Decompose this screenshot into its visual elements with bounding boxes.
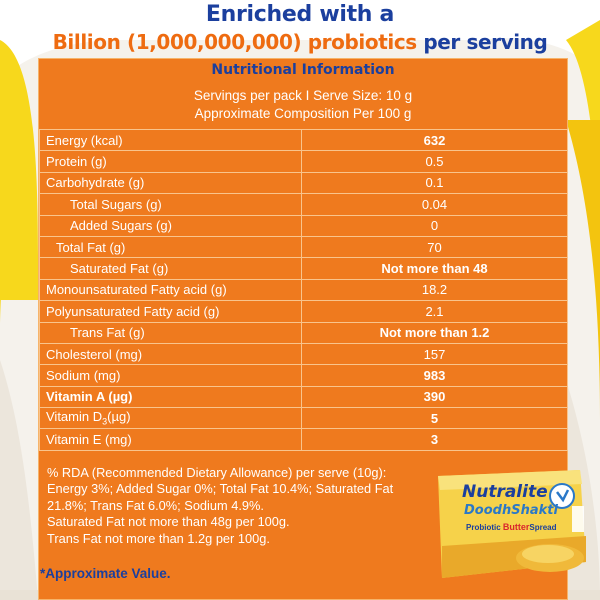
headline-per-serving-text: per serving — [416, 30, 548, 54]
row-label: Total Fat (g) — [40, 236, 302, 257]
pack-brand: Nutralite — [462, 482, 548, 502]
panel-title: Nutritional Information — [211, 62, 395, 78]
table-row — [40, 279, 568, 300]
row-value: 5 — [302, 408, 568, 429]
row-value: 0.5 — [302, 151, 568, 172]
row-value: 2.1 — [302, 301, 568, 322]
row-label: Trans Fat (g) — [40, 322, 302, 343]
row-label: Sodium (mg) — [40, 365, 302, 386]
pack-name: DoodhShakti — [464, 503, 558, 518]
row-label: Energy (kcal) — [40, 130, 302, 151]
servings-text: Servings per pack I Serve Size: 10 g — [193, 88, 413, 103]
product-pack-image — [430, 466, 590, 584]
row-label: Saturated Fat (g) — [40, 258, 302, 279]
table-row — [40, 408, 568, 429]
row-label: Total Sugars (g) — [40, 194, 302, 215]
table-row — [40, 258, 568, 279]
table-row — [40, 343, 568, 364]
pack-subtitle — [466, 522, 557, 532]
table-row — [40, 194, 568, 215]
pack-butter-text: Butter — [502, 522, 530, 532]
vitamin-d-unit: (µg) — [107, 409, 131, 425]
row-label: Added Sugars (g) — [40, 215, 302, 236]
table-row — [40, 301, 568, 322]
row-label: Carbohydrate (g) — [40, 172, 302, 193]
row-label: Cholesterol (mg) — [40, 343, 302, 364]
vitamin-d-subscript: 3 — [102, 417, 108, 428]
row-value: 983 — [302, 365, 568, 386]
row-label — [40, 408, 302, 429]
row-value: 70 — [302, 236, 568, 257]
pack-spread-text: Spread — [529, 523, 557, 532]
row-value: 0.04 — [302, 194, 568, 215]
nutrition-table — [39, 129, 568, 451]
row-value: 632 — [302, 130, 568, 151]
table-row — [40, 151, 568, 172]
rda-line: Saturated Fat not more than 48g per 100g. — [47, 514, 290, 530]
table-row — [40, 215, 568, 236]
row-label: Vitamin E (mg) — [40, 429, 302, 450]
composition-text: Approximate Composition Per 100 g — [194, 106, 412, 121]
row-value: 0 — [302, 215, 568, 236]
row-value: 0.1 — [302, 172, 568, 193]
row-label: Vitamin A (µg) — [40, 386, 302, 407]
rda-line: Energy 3%; Added Sugar 0%; Total Fat 10.4%; Saturated Fat — [47, 481, 394, 497]
table-row — [40, 130, 568, 151]
table-row — [40, 236, 568, 257]
row-label: Monounsaturated Fatty acid (g) — [40, 279, 302, 300]
rda-line: 21.8%; Trans Fat 6.0%; Sodium 4.9%. — [47, 497, 264, 513]
vitamin-d-label: Vitamin D — [46, 409, 103, 425]
row-value: Not more than 48 — [302, 258, 568, 279]
row-value: Not more than 1.2 — [302, 322, 568, 343]
headline-probiotics — [0, 30, 600, 54]
row-label: Protein (g) — [40, 151, 302, 172]
row-label: Polyunsaturated Fatty acid (g) — [40, 301, 302, 322]
pack-probiotic-text: Probiotic — [466, 523, 503, 532]
rda-note — [47, 465, 437, 547]
approximate-footnote: *Approximate Value. — [40, 566, 171, 581]
headline-billion-text: Billion (1,000,000,000) probiotics — [52, 30, 417, 54]
rda-line: Trans Fat not more than 1.2g per 100g. — [47, 530, 270, 546]
table-row — [40, 365, 568, 386]
table-row — [40, 386, 568, 407]
table-row — [40, 172, 568, 193]
row-value: 18.2 — [302, 279, 568, 300]
row-value: 390 — [302, 386, 568, 407]
row-value: 157 — [302, 343, 568, 364]
rda-line: % RDA (Recommended Dietary Allowance) per serve (10g): — [47, 465, 387, 480]
headline-enriched: Enriched with a — [205, 2, 395, 27]
table-row — [40, 429, 568, 450]
table-row — [40, 322, 568, 343]
row-value: 3 — [302, 429, 568, 450]
